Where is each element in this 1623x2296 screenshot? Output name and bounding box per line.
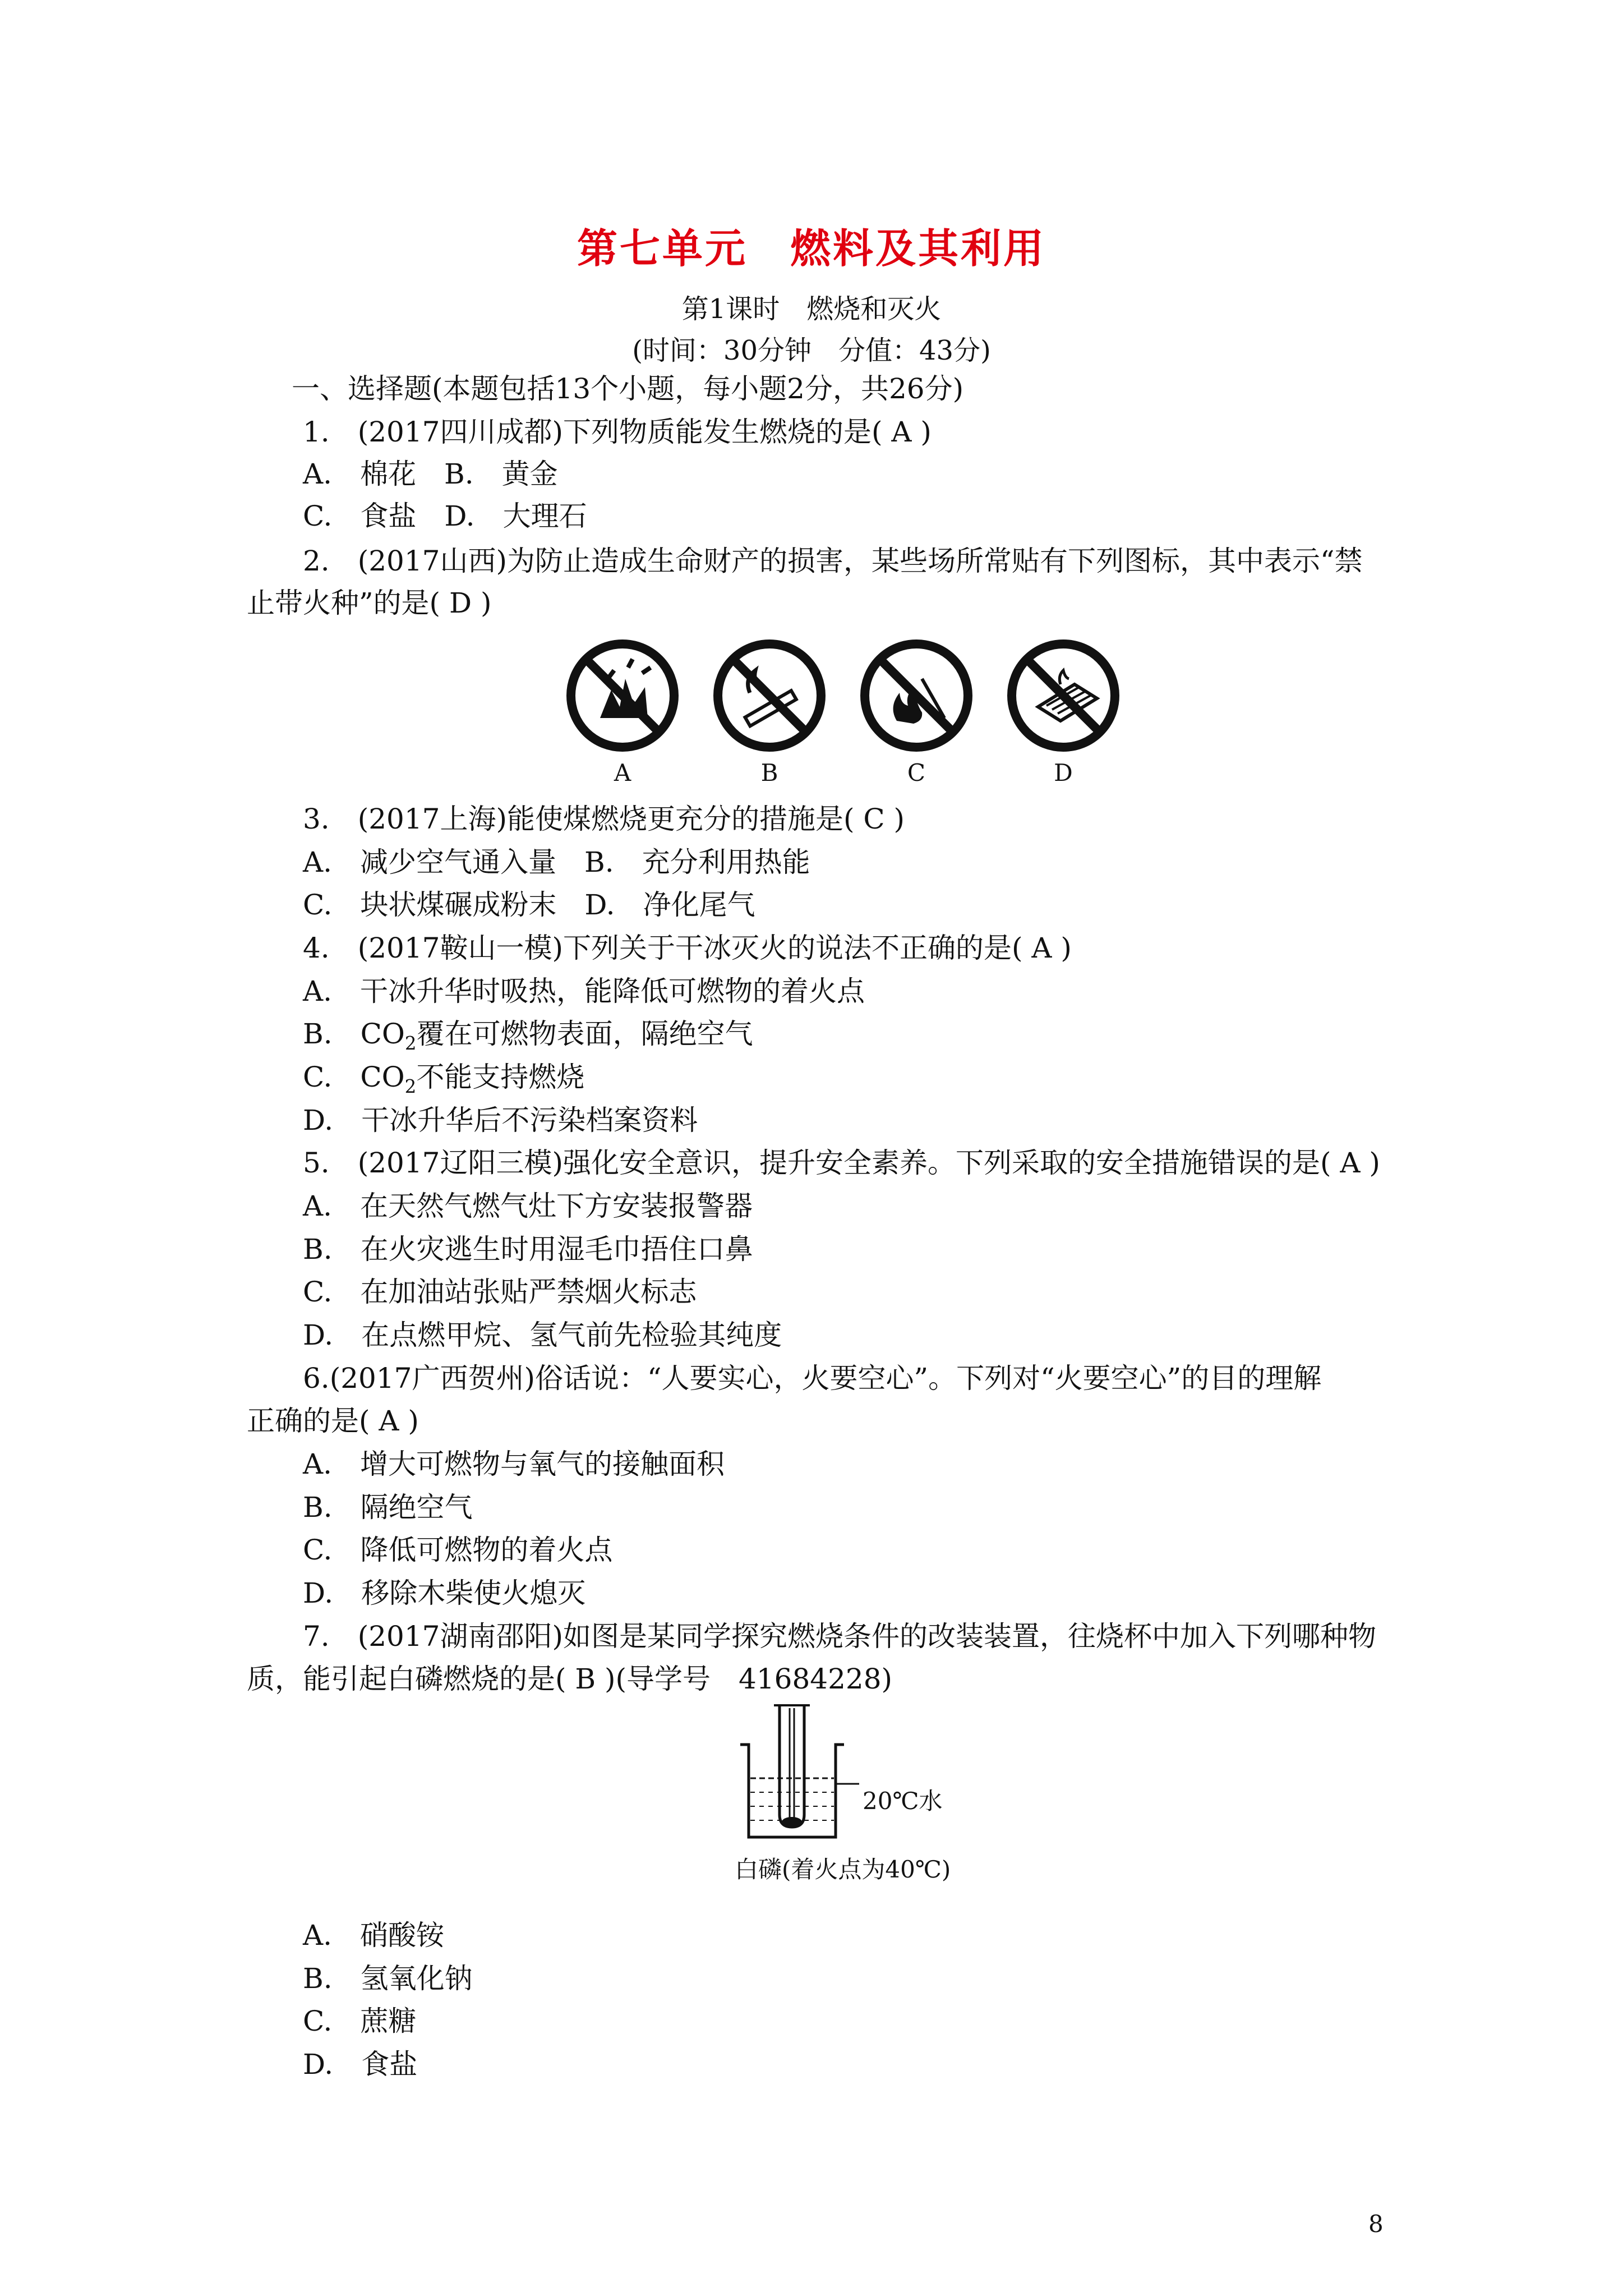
page-number: 8 — [1368, 2210, 1384, 2238]
question-4-option-b: B. $CO_2$覆在可燃物表面，隔绝空气 — [303, 1018, 753, 1054]
question-6-option-d: D. 移除木柴使火熄灭 — [303, 1577, 586, 1609]
beaker-apparatus-diagram — [729, 1703, 965, 1843]
question-4-option-c: C. $CO_2$不能支持燃烧 — [303, 1061, 585, 1097]
question-5-option-d: D. 在点燃甲烷、氢气前先检验其纯度 — [303, 1319, 782, 1351]
no-kindling-sign-icon — [1007, 639, 1119, 752]
question-5-option-b: B. 在火灾逃生时用湿毛巾捂住口鼻 — [303, 1233, 753, 1266]
no-open-flame-sign-icon — [860, 639, 972, 752]
time-and-score: (时间：30分钟 分值：43分) — [632, 335, 991, 366]
water-temperature-label: 20℃水 — [863, 1787, 943, 1815]
question-4-option-d: D. 干冰升华后不污染档案资料 — [303, 1104, 698, 1137]
question-3-options-ab: A. 减少空气通入量 B. 充分利用热能 — [303, 846, 810, 878]
lesson-subtitle: 第1课时 燃烧和灭火 — [681, 293, 942, 325]
question-7-option-d: D. 食盐 — [303, 2048, 418, 2081]
question-5-option-c: C. 在加油站张贴严禁烟火标志 — [303, 1276, 697, 1308]
question-7-option-a: A. 硝酸铵 — [303, 1919, 445, 1952]
sign-a-label: A — [614, 759, 631, 786]
white-phosphorus-label: 白磷(着火点为40℃) — [735, 1856, 951, 1883]
question-1-options-ab: A. 棉花 B. 黄金 — [303, 458, 558, 490]
sign-d-label: D — [1054, 759, 1073, 786]
question-4-option-a: A. 干冰升华时吸热，能降低可燃物的着火点 — [303, 975, 865, 1007]
question-6-option-a: A. 增大可燃物与氧气的接触面积 — [303, 1448, 725, 1480]
question-2-stem-line2: 止带火种”的是( D ) — [247, 587, 492, 619]
question-7-stem-line2: 质，能引起白磷燃烧的是( B )(导学号 41684228) — [247, 1663, 893, 1695]
question-6-option-c: C. 降低可燃物的着火点 — [303, 1534, 613, 1566]
sign-c-label: C — [907, 759, 926, 786]
question-7-stem-line1: 7. (2017湖南邵阳)如图是某同学探究燃烧条件的改装装置，往烧杯中加入下列哪种物 — [303, 1620, 1376, 1653]
question-6-option-b: B. 隔绝空气 — [303, 1491, 473, 1524]
section-heading: 一、选择题(本题包括13个小题，每小题2分，共26分) — [292, 372, 964, 405]
unit-title: 第七单元 燃料及其利用 — [577, 224, 1046, 272]
no-smoking-sign-icon — [713, 639, 826, 752]
question-2-sign-row — [566, 639, 1127, 791]
question-2-stem-line1: 2. (2017山西)为防止造成生命财产的损害，某些场所常贴有下列图标，其中表示“禁 — [303, 545, 1363, 577]
question-7-option-b: B. 氢氧化钠 — [303, 1962, 473, 1995]
question-5-stem: 5. (2017辽阳三模)强化安全意识，提升安全素养。下列采取的安全措施错误的是( A ) — [303, 1147, 1380, 1179]
question-1-options-cd: C. 食盐 D. 大理石 — [303, 500, 587, 532]
no-fireworks-sign-icon — [566, 639, 679, 752]
sign-b-label: B — [760, 759, 778, 786]
question-4-stem: 4. (2017鞍山一模)下列关于干冰灭火的说法不正确的是( A ) — [303, 932, 1072, 964]
question-3-options-cd: C. 块状煤碾成粉末 D. 净化尾气 — [303, 889, 755, 921]
question-3-stem: 3. (2017上海)能使煤燃烧更充分的措施是( C ) — [303, 803, 905, 835]
question-5-option-a: A. 在天然气燃气灶下方安装报警器 — [303, 1190, 753, 1222]
question-1-stem: 1. (2017四川成都)下列物质能发生燃烧的是( A ) — [303, 416, 932, 448]
question-6-stem-line2: 正确的是( A ) — [247, 1405, 419, 1437]
question-7-option-c: C. 蔗糖 — [303, 2005, 417, 2037]
question-6-stem-line1: 6.(2017广西贺州)俗话说：“人要实心，火要空心”。下列对“火要空心”的目的理解 — [303, 1362, 1322, 1395]
